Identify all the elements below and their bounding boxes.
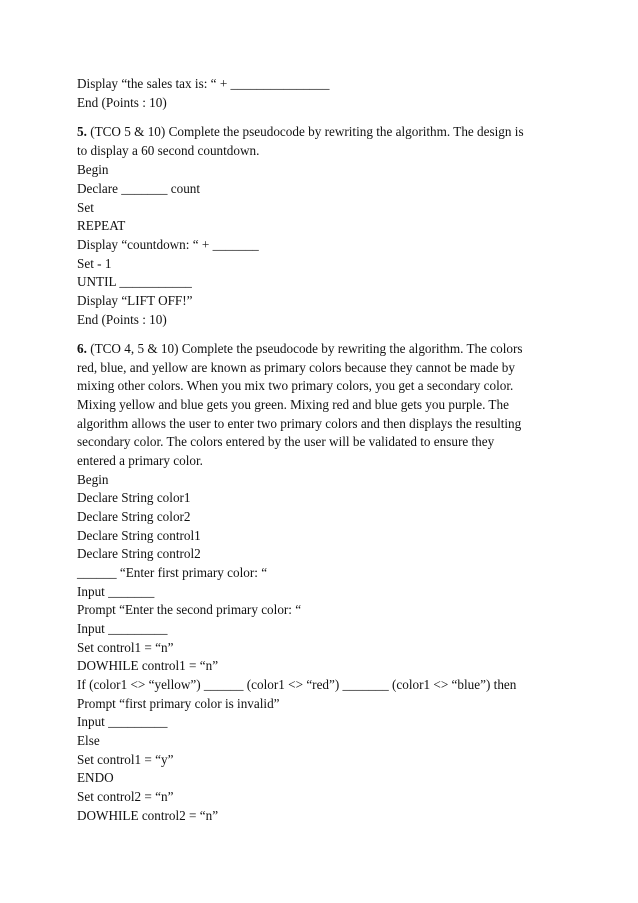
code-line: Set - 1: [77, 256, 112, 271]
code-line: Display “countdown: “ + _______: [77, 237, 259, 252]
code-line: Declare String control2: [77, 546, 201, 561]
code-line: Prompt “Enter the second primary color: “: [77, 602, 302, 617]
question-text: (TCO 4, 5 & 10) Complete the pseudocode by rewriting the algorithm. The colors: [86, 341, 523, 356]
code-line: Input _________: [77, 714, 168, 729]
question-6-heading: [77, 340, 522, 358]
code-line: DOWHILE control1 = “n”: [77, 658, 219, 673]
question-number: 6.: [77, 341, 87, 356]
code-line: Input _________: [77, 621, 168, 636]
text-line: Display “the sales tax is: “ + _______________: [77, 76, 330, 91]
text-line: Mixing yellow and blue gets you green. Mixing red and blue gets you purple. The: [77, 397, 509, 412]
code-line: Declare String control1: [77, 528, 201, 543]
text-line: mixing other colors. When you mix two primary colors, you get a secondary color.: [77, 378, 514, 393]
text-line: secondary color. The colors entered by the user will be validated to ensure they: [77, 434, 495, 449]
code-line: Set control1 = “n”: [77, 640, 174, 655]
code-line: Input _______: [77, 584, 155, 599]
code-line: Display “LIFT OFF!”: [77, 293, 193, 308]
text-line: entered a primary color.: [77, 453, 203, 468]
code-line: UNTIL ___________: [77, 274, 192, 289]
code-line: DOWHILE control2 = “n”: [77, 808, 219, 823]
text-line: to display a 60 second countdown.: [77, 143, 260, 158]
question-number: 5.: [77, 124, 87, 139]
code-line: End (Points : 10): [77, 312, 167, 327]
code-line: ENDO: [77, 770, 114, 785]
code-line: Set control1 = “y”: [77, 752, 174, 767]
code-line: Set: [77, 200, 94, 215]
code-line: Else: [77, 733, 100, 748]
code-line: Prompt “first primary color is invalid”: [77, 696, 280, 711]
code-line: Declare _______ count: [77, 181, 201, 196]
code-line: Begin: [77, 162, 109, 177]
text-line: End (Points : 10): [77, 95, 167, 110]
code-line: Set control2 = “n”: [77, 789, 174, 804]
text-line: algorithm allows the user to enter two primary colors and then displays the resulting: [77, 416, 522, 431]
code-line: Declare String color2: [77, 509, 191, 524]
code-line: REPEAT: [77, 218, 126, 233]
question-text: (TCO 5 & 10) Complete the pseudocode by rewriting the algorithm. The design is: [86, 124, 524, 139]
code-line: Declare String color1: [77, 490, 191, 505]
code-line: ______ “Enter first primary color: “: [77, 565, 268, 580]
code-line: Begin: [77, 472, 109, 487]
text-line: red, blue, and yellow are known as primary colors because they cannot be made by: [77, 360, 515, 375]
question-5-heading: [77, 123, 524, 141]
code-line: If (color1 <> “yellow”) ______ (color1 <> “red”) _______ (color1 <> “blue”) then: [77, 677, 517, 692]
